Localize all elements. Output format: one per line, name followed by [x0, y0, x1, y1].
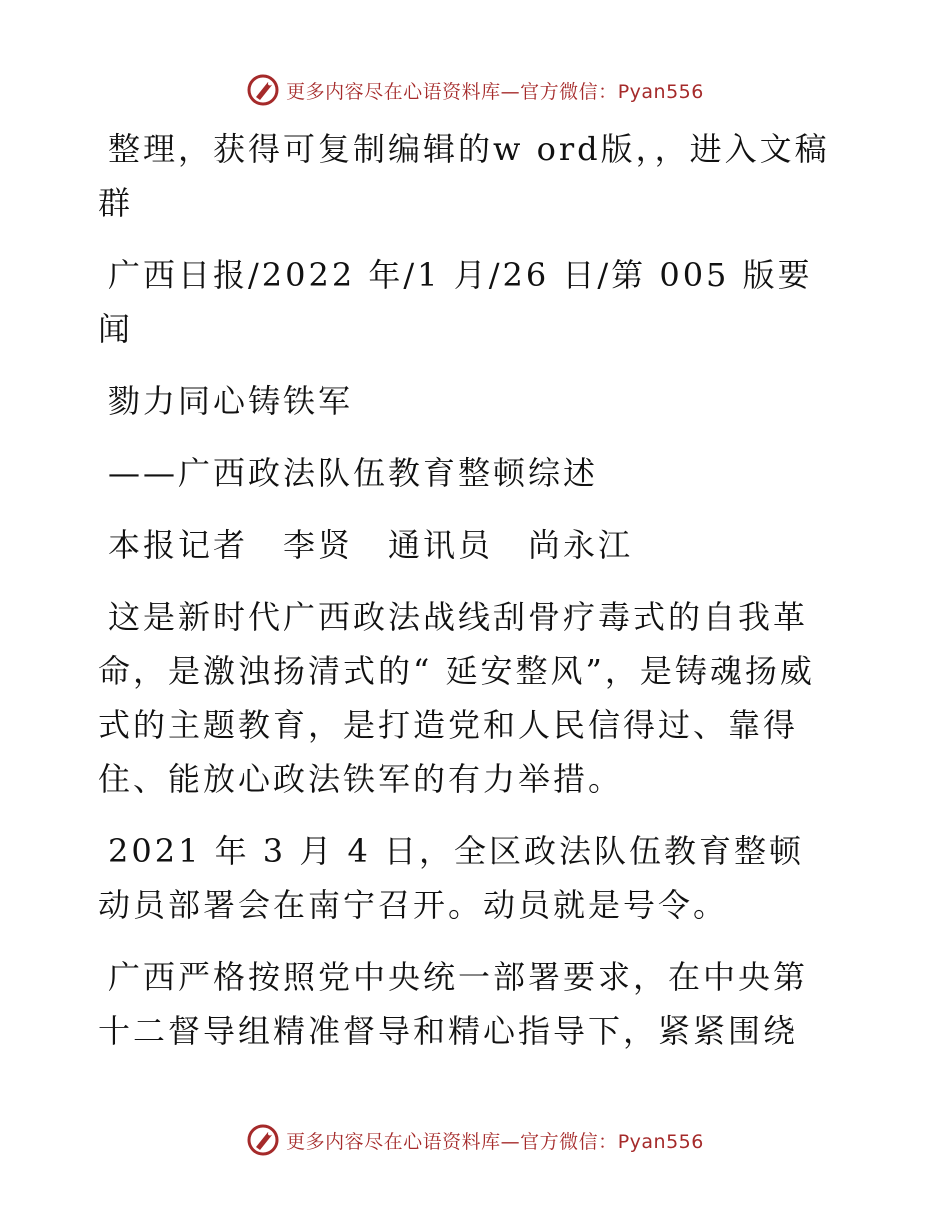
paragraph-body-1: 这是新时代广西政法战线刮骨疗毒式的自我革命，是激浊扬清式的“ 延安整风”，是铸魂扬威式的主题教育，是打造党和人民信得过、靠得住、能放心政法铁军的有力举措。: [98, 598, 815, 798]
pen-logo-icon: [246, 1123, 280, 1157]
paragraph-source-line: 广西日报/2022 年/1 月/26 日/第 005 版要闻: [98, 256, 813, 348]
article-subtitle: ——广西政法队伍教育整顿综述: [108, 454, 599, 492]
watermark-wechat-label: 官方微信：: [520, 80, 618, 103]
header-watermark: [0, 72, 950, 108]
watermark-library-text: 更多内容尽在心语资料库: [286, 80, 501, 103]
pen-logo-icon: [246, 73, 280, 107]
watermark-text: [286, 77, 704, 104]
paragraph-intro-note: 整理，获得可复制编辑的w ord版，，进入文稿群: [98, 130, 830, 222]
watermark-wechat-id: Pyan556: [617, 1130, 704, 1153]
watermark-library-text: 更多内容尽在心语资料库: [286, 1130, 501, 1153]
watermark-wechat-id: Pyan556: [617, 80, 704, 103]
watermark-separator: —: [500, 1130, 521, 1153]
document-body: [98, 118, 838, 1076]
watermark-wechat-label: 官方微信：: [520, 1130, 618, 1153]
watermark-separator: —: [500, 80, 521, 103]
paragraph-body-3: 广西严格按照党中央统一部署要求，在中央第十二督导组精准督导和精心指导下，紧紧围绕: [98, 958, 809, 1050]
paragraph-body-2: 2021 年 3 月 4 日，全区政法队伍教育整顿动员部署会在南宁召开。动员就是号令。: [98, 832, 805, 924]
footer-watermark: [0, 1122, 950, 1158]
article-byline: 本报记者 李贤 通讯员 尚永江: [108, 526, 634, 564]
article-title: 勠力同心铸铁军: [108, 382, 354, 420]
watermark-text: [286, 1127, 704, 1154]
